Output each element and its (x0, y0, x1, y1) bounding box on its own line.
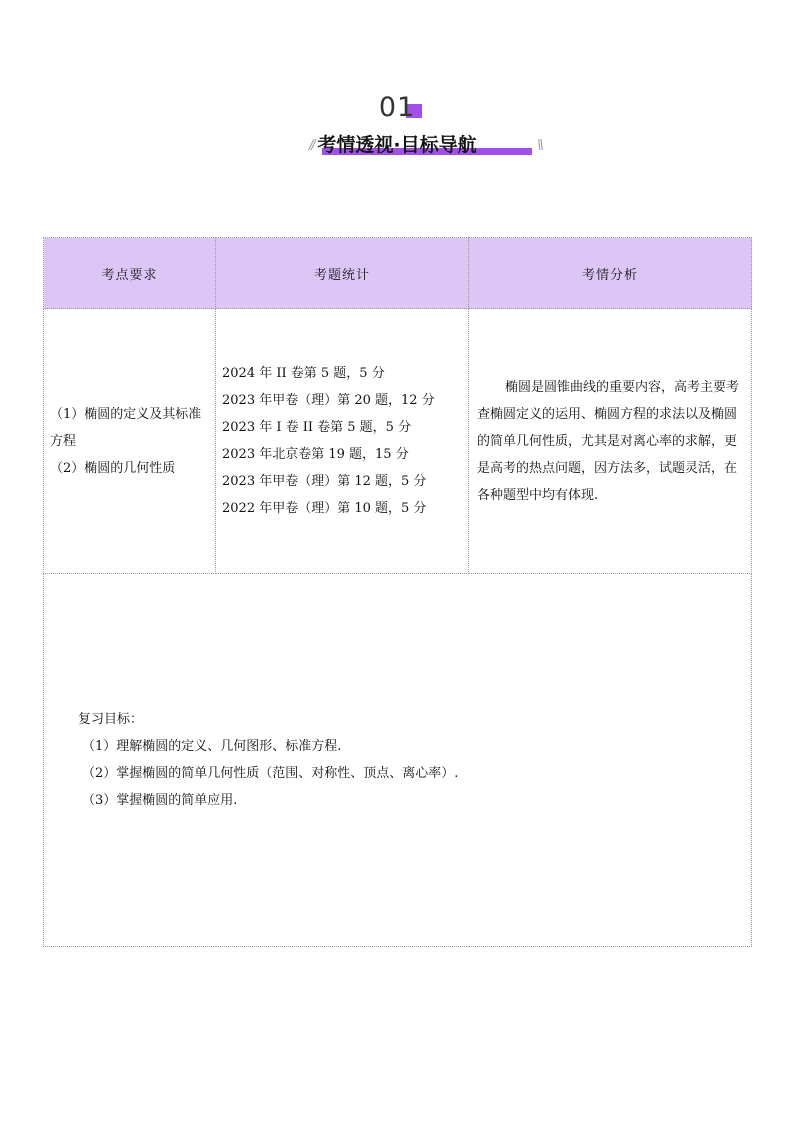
requirement-item: （2）椭圆的几何性质 (50, 460, 176, 476)
section-header (0, 92, 794, 162)
stat-item: 2023 年甲卷（理）第 20 题，12 分 (222, 393, 435, 408)
decorative-slashes-right: \\ (537, 138, 542, 153)
header-cell-requirements: 考点要求 (44, 238, 216, 309)
review-goals-cell (44, 574, 752, 947)
analysis-text: 椭圆是圆锥曲线的重要内容，高考主要考查椭圆定义的运用、椭圆方程的求法以及椭圆的简单几何性质，尤其是对离心率的求解，更是高考的热点问题，因方法多，试题灵活，在各种题型中均有体现. (477, 379, 740, 503)
stat-item: 2023 年 I 卷 II 卷第 5 题，5 分 (222, 420, 412, 435)
goal-item: （3）掌握椭圆的简单应用. (82, 793, 238, 808)
requirements-cell (44, 309, 216, 574)
review-goals-row (44, 574, 752, 947)
section-number: 01 (378, 92, 416, 123)
stat-item: 2024 年 II 卷第 5 题，5 分 (222, 366, 385, 381)
header-cell-analysis: 考情分析 (469, 238, 752, 309)
statistics-cell (216, 309, 469, 574)
goal-item: （2）掌握椭圆的简单几何性质（范围、对称性、顶点、离心率）. (82, 766, 459, 781)
stat-item: 2022 年甲卷（理）第 10 题，5 分 (222, 501, 427, 516)
requirement-item: （1）椭圆的定义及其标准方程 (50, 406, 202, 449)
table-header-row (44, 238, 752, 309)
table-body-row (44, 309, 752, 574)
goal-item: （1）理解椭圆的定义、几何图形、标准方程. (82, 739, 342, 754)
decorative-slashes-left: // (309, 138, 314, 153)
stat-item: 2023 年甲卷（理）第 12 题，5 分 (222, 474, 427, 489)
header-cell-statistics: 考题统计 (216, 238, 469, 309)
goals-heading: 复习目标： (78, 712, 144, 727)
analysis-cell (469, 309, 752, 574)
exam-analysis-table (43, 237, 752, 947)
stat-item: 2023 年北京卷第 19 题，15 分 (222, 447, 409, 462)
section-title: 考情透视·目标导航 (317, 134, 477, 156)
